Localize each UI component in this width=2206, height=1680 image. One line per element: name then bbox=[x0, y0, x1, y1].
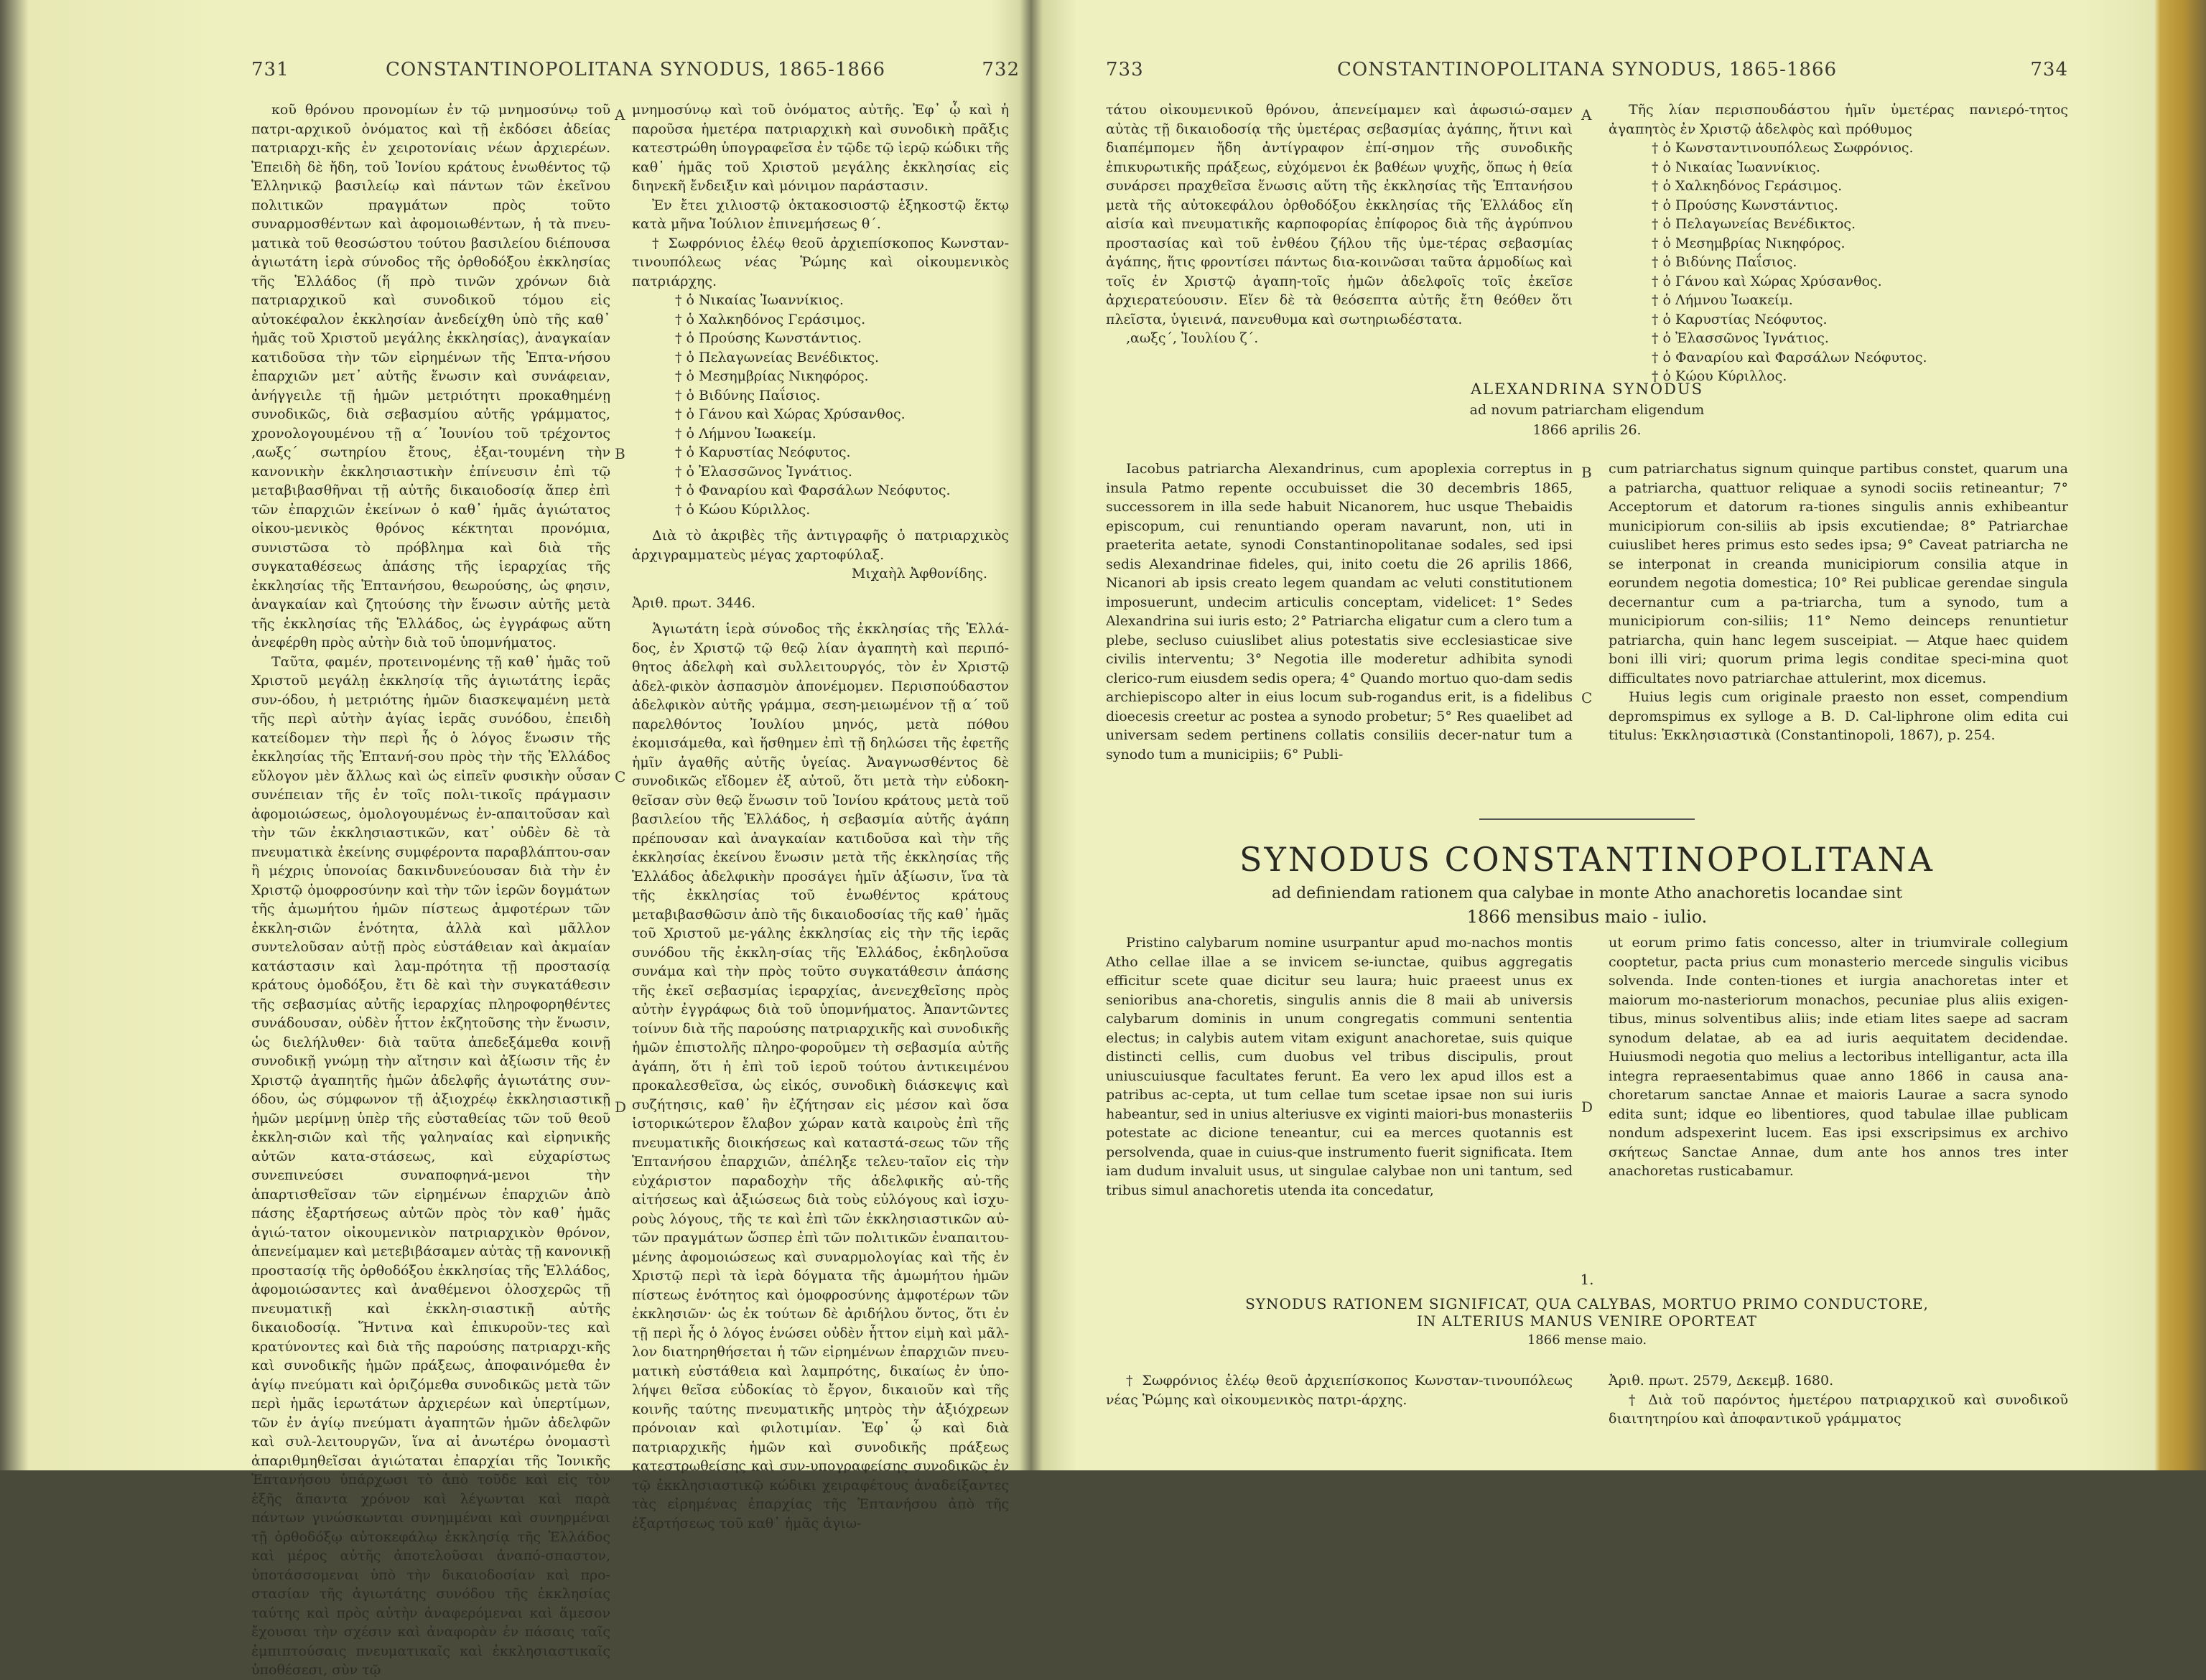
signatory: † ὁ Φαναρίου καὶ Φαρσάλων Νεόφυτος. bbox=[675, 482, 951, 498]
subsection-number: 1. bbox=[1580, 1271, 1594, 1288]
paragraph: τάτου οἰκουμενικοῦ θρόνου, ἀπενείμαμεν καὶ ἀφωσιώ-σαμεν αὐτὰς τῇ δικαιοδοσίᾳ τῆς ὑμετέρας σεβασμίας ἀγάπης, ἥτινι καὶ διαπέμπομεν ἤδη ἀντίγραφον ἐπί-σημον τῆς συνοδικῆς ἐπικυρωτικῆς πράξεως, εὐχόμενοι ἐκ βαθέων ψυχῆς, ὅπως ἡ θεία συνάρσει πραχθεῖσα ἕνωσις αὕτη τῆς ἐκκλησίας τῆς Ἑπτανήσου μετὰ τῆς αὐτοκεφάλου ὀρθοδόξου ἐκκλησίας τῆς Ἑλλάδος εἴη αἰσία καὶ πνευματικῆς καρποφορίας ἐπίφορος διὰ τῆς ἀγρύπνου προστασίας καὶ τοῦ ἐνθέου ζήλου τῆς ὑμε-τέρας σεβασμίας ἀγάπης, ἥτις φροντίσει πάντως δια-κοινῶσαι ταῦτα ἁρμοδίως καὶ τοῖς ἐν Χριστῷ ἀγαπη-τοῖς ἡμῶν ἀδελφοῖς τοῖς ἐκεῖσε ἀρχιερατεύουσιν. Εἴεν δὲ τὰ θεόσεπτα αὐτῆς ἔτη θεόθεν ὅτι πλεῖστα, ὑγιεινά, πανευθυμα καὶ σωτηριωδέστατα. bbox=[1106, 102, 1573, 327]
left-page bbox=[251, 43, 1020, 1678]
attestation-name: Μιχαὴλ Ἀφθονίδης. bbox=[851, 566, 987, 582]
signatory: † ὁ Χαλκηδόνος Γεράσιμος. bbox=[1652, 178, 1843, 194]
margin-marker: D bbox=[615, 1098, 627, 1116]
section-title: ALEXANDRINA SYNODUS bbox=[1470, 381, 1704, 398]
section-subtitle: ad definiendam rationem qua calybae in monte Atho anachoretis locandae sint bbox=[1271, 885, 1903, 902]
subsection-title: IN ALTERIUS MANUS VENIRE OPORTEAT bbox=[1416, 1312, 1758, 1330]
section-date: 1866 aprilis 26. bbox=[1532, 422, 1642, 438]
margin-marker: C bbox=[615, 768, 626, 785]
signatory: † ὁ Φαναρίου καὶ Φαρσάλων Νεόφυτος. bbox=[1652, 349, 1927, 365]
signatory: † ὁ Γάνου καὶ Χώρας Χρύσανθος. bbox=[1652, 273, 1882, 289]
page-number: 734 bbox=[2030, 59, 2068, 80]
signatory: † ὁ Ἐλασσῶνος Ἰγνάτιος. bbox=[1652, 330, 1829, 346]
subsection-date: 1866 mense maio. bbox=[1527, 1333, 1647, 1348]
running-title: CONSTANTINOPOLITANA SYNODUS, 1865-1866 bbox=[385, 59, 886, 80]
page-number: 733 bbox=[1106, 59, 1144, 80]
running-head-left bbox=[251, 50, 1020, 79]
paragraph: † Σωφρόνιος ἐλέῳ θεοῦ ἀρχιεπίσκοπος Κωνσταν-τινουπόλεως νέας Ῥώμης καὶ οἰκουμενικὸς πατρι-άρχης. bbox=[1106, 1373, 1573, 1408]
running-title: CONSTANTINOPOLITANA SYNODUS, 1865-1866 bbox=[1336, 59, 1838, 80]
signatory: † ὁ Νικαίας Ἰωαννίκιος. bbox=[1652, 159, 1820, 175]
signatory: † ὁ Πελαγωνείας Βενέδικτος. bbox=[675, 349, 880, 365]
paragraph: Τῆς λίαν περισπουδάστου ἡμῖν ὑμετέρας πανιερό-τητος ἀγαπητὸς ἐν Χριστῷ ἀδελφὸς καὶ πρόθυμος bbox=[1609, 102, 2068, 137]
paragraph: † Διὰ τοῦ παρόντος ἡμετέρου πατριαρχικοῦ καὶ συνοδικοῦ διαιτητηρίου καὶ ἀποφαντικοῦ γράμματος bbox=[1609, 1391, 2068, 1427]
section-date: 1866 mensibus maio - iulio. bbox=[1466, 907, 1708, 927]
signatory: † ὁ Κώου Κύριλλος. bbox=[675, 501, 811, 518]
margin-marker: B bbox=[1581, 464, 1592, 481]
right-top-column-2 bbox=[1609, 101, 2068, 388]
margin-marker: B bbox=[615, 445, 625, 462]
section-title: SYNODUS CONSTANTINOPOLITANA bbox=[1239, 840, 1935, 879]
signatory: † ὁ Γάνου καὶ Χώρας Χρύσανθος. bbox=[675, 406, 906, 422]
signatory: † ὁ Νικαίας Ἰωαννίκιος. bbox=[675, 292, 844, 308]
alexandrina-column-2 bbox=[1609, 459, 2068, 797]
right-top-column-1 bbox=[1106, 101, 1573, 388]
paragraph: Huius legis cum originale praesto non esset, compendium depromspimus ex sylloge a B. D. Cal-liphrone olim edita cui titulus: Ἐκκλησιαστικὰ (Constantinopoli, 1867), p. 254. bbox=[1609, 689, 2068, 743]
signatory: † ὁ Πελαγωνείας Βενέδικτος. bbox=[1652, 216, 1856, 232]
right-page bbox=[1106, 43, 2111, 1450]
bottom-column-2 bbox=[1609, 1371, 2068, 1443]
signatory: † ὁ Μεσημβρίας Νικηφόρος. bbox=[675, 368, 869, 384]
signatory: † ὁ Κώου Κύριλλος. bbox=[1652, 368, 1787, 384]
left-column-1 bbox=[251, 101, 610, 1678]
protocol-number: Ἀριθ. πρωτ. 2579, Δεκεμβ. 1680. bbox=[1609, 1373, 1834, 1389]
bottom-column-1 bbox=[1106, 1371, 1573, 1443]
protocol-number: Ἀριθ. πρωτ. 3446. bbox=[632, 594, 755, 611]
alexandrina-column-1 bbox=[1106, 459, 1573, 797]
signatory: † ὁ Κωνσταντινουπόλεως Σωφρόνιος. bbox=[1652, 140, 1914, 156]
synodus-column-1 bbox=[1106, 933, 1573, 1256]
signatory: † ὁ Προύσης Κωνστάντιος. bbox=[1652, 197, 1838, 213]
signatory: † ὁ Λήμνου Ἰωακείμ. bbox=[1652, 292, 1793, 308]
signatory: † ὁ Βιδύνης Παΐσιος. bbox=[675, 387, 821, 403]
margin-marker: A bbox=[1581, 106, 1592, 123]
section-subtitle: ad novum patriarcham eligendum bbox=[1469, 402, 1705, 418]
signatory: † ὁ Μεσημβρίας Νικηφόρος. bbox=[1652, 235, 1846, 251]
divider bbox=[1479, 818, 1695, 820]
signatory: † ὁ Λήμνου Ἰωακείμ. bbox=[675, 425, 816, 442]
signatory: † ὁ Χαλκηδόνος Γεράσιμος. bbox=[675, 311, 866, 327]
date-line: ‚αωξς΄, Ἰουλίου ζ΄. bbox=[1126, 330, 1259, 346]
synodus-column-2 bbox=[1609, 933, 2068, 1256]
page-number: 731 bbox=[251, 59, 289, 80]
paragraph: μνημοσύνῳ καὶ τοῦ ὀνόματος αὐτῆς. Ἐφ᾽ ᾧ καὶ ἡ παροῦσα ἡμετέρα πατριαρχικὴ καὶ συνοδικὴ πρᾶξις κατεστρώθη ὑπογραφεῖσα ἐν τῷδε τῷ ἱερῷ κώδικι τῆς καθ᾽ ἡμᾶς τοῦ Χριστοῦ μεγάλης ἐκκλησίας εἰς διηνεκῆ ἔνδειξιν καὶ μόνιμον παράστασιν. bbox=[632, 102, 1009, 194]
paragraph: Ἁγιωτάτη ἱερὰ σύνοδος τῆς ἐκκλησίας τῆς Ἑλλά-δος, ἐν Χριστῷ τῷ θεῷ λίαν ἀγαπητὴ καὶ περιπό-θητος ἀδελφὴ καὶ συλλειτουργός, τὸν ἐν Χριστῷ ἀδελ-φικὸν ἀσπασμὸν ἀπονέμομεν. Περισπούδαστον ἀδελφικὸν αὐτῆς γράμμα, σεση-μειωμένον τῇ α΄ τοῦ παρελθόντος Ἰουλίου μηνός, μετὰ πόθου ἐκομισάμεθα, καὶ ἥσθημεν ἐπὶ τῇ δηλώσει τῆς ἐφετῆς ἡμῖν ἀγαθῆς αὐτῆς ὑγείας. Ἀναγνωσθέντος δὲ συνοδικῶς εἴδομεν ἐξ αὐτοῦ, ὅτι μετὰ τὴν εὐδοκη-θεῖσαν σὺν θεῷ ἕνωσιν τοῦ Ἰονίου κράτους μετὰ τοῦ βασιλείου τῆς Ἑλλάδος, ἡ σεβασμία αὐτῆς ἀγάπη πρέπουσαν καὶ ἀναγκαίαν κατιδοῦσα καὶ τὴν τῆς ἐκκλησίας ἐκείνου ἕνωσιν μετὰ τῆς ἐκκλησίας τῆς Ἑλλάδος ἀδελφικὴν προσάγει ἡμῖν ἀξίωσιν, ἵνα τὰ τῆς ἐκκλησίας τοῦ ἑνωθέντος κράτους μεταβιβασθῶσιν ἀπὸ τῆς δικαιοδοσίας τῆς καθ᾽ ἡμᾶς τοῦ Χριστοῦ με-γάλης ἐκκλησίας εἰς τὴν τῆς ἱερᾶς συνόδου τῆς ἐκκλη-σίας τῆς Ἑλλάδος, ἐκδηλοῦσα συνάμα καὶ τὴν πρὸς τοῦτο συγκατάθεσιν ἁπάσης τῆς ἐκεῖ σεβασμίας ἱεραρχίας, ἀνενεχθεῖσης πρὸς αὐτὴν ἐγγράφως διὰ τοῦ ὑπομνήματος. Ἀπαντῶντες τοίνυν διὰ τῆς παρούσης πατριαρχικῆς καὶ συνοδικῆς ἡμῶν ἐπιστολῆς πληρο-φοροῦμεν τὴ σεβασμία αὐτῆς ἀγάπη, ὅτι ἡ ἐπὶ τοῦ ἱεροῦ τούτου ἀντικειμένου προκαλεσθεῖσα, ὡς εἰκός, συνοδικὴ διάσκεψις καὶ συζήτησις, καθ᾽ ἣν ἐζήτησαν εἰς μέσον καὶ ὅσα ἱστορικώτερον ἔλαβον χώραν κατὰ καιροὺς ἐπὶ τῆς πνευματικῆς διοικήσεως καὶ καταστά-σεως τῶν τῆς Ἑπτανήσου ἐπαρχιῶν, ἀπέληξε τελευ-ταῖον εἰς τὴν εὐχάριστον παραδοχὴν τῆς ἀδελφικῆς αὐ-τῆς αἰτήσεως καὶ ἀξιώσεως διὰ τοὺς εὐλόγους καὶ ἰσχυ-ροὺς λόγους, τῆς τε καὶ ἐπὶ τῶν ἐκκλησιαστικῶν αὐ-τῶν πραγμάτων ὥσπερ ἐπὶ τῶν πολιτικῶν ἐναπαιτου-μένης ἀφομοιώσεως καὶ συναρμολογίας καὶ τῆς ἐν Χριστῷ περὶ τὰ ἱερὰ δόγματα τῆς ἀμωμήτου ἡμῶν πίστεως ἑνότητος καὶ ὁμοφροσύνης ἀμφοτέρων τῶν ἐκκλησιῶν· ὡς ἐκ τούτων δὲ ἀριδήλου ὄντος, ὅτι ἐν τῇ περὶ ἧς ὁ λόγος ἑνώσει οὐδὲν ἧττον εἰμὴ καὶ μᾶλ-λον διατηρηθήσεται ἡ τῶν εἰρημένων ἐπαρχιῶν πνευ-ματικὴ εὐστάθεια καὶ λαμπρότης, δικαίως ἐν ὑπο-λήψει θεῖσα εὐδοκίας τὸ ἔργον, δικαιοῦν καὶ τῆς κοινῆς ταύτης πνευματικῆς μητρὸς τὴν ἀξιόχρεων πρόνοιαν καὶ φιλοτιμίαν. Ἐφ᾽ ᾧ καὶ διὰ πατριαρχικῆς ἡμῶν καὶ συνοδικῆς πράξεως κατεστρωθείσης καὶ συν-υπογραφείσης συνοδικῶς ἐν τῷ ἐκκλησιαστικῷ κώδικι χειραφέτους ἀναδείξαντες τὰς εἰρημένας ἐπαρχίας τῆς Ἑπτανήσου ἀπὸ τῆς ἐξαρτήσεως τοῦ καθ᾽ ἡμᾶς ἁγιω- bbox=[632, 621, 1009, 1531]
paragraph: Iacobus patriarcha Alexandrinus, cum apoplexia correptus in insula Patmo repente occubuisset die 30 decembris 1865, successorem in illa sede habuit Nicanorem, huc usque Thebaidis episcopum, cui renuntiando operam navarunt, non, uti in praeteritа aetate, synodi Constantinopolitanae sodales, sed ipsi sedis Alexandrinae fideles, qui, inito coetu die 26 aprilis 1866, Nicanori ab ipsis creato legem quandam ac veluti constitutionem imposuerunt, undecim articulis conceptam, videlicet: 1° Sedes Alexandrina sui iuris esto; 2° Patriarcha eligatur cum a clero tum a plebe, secluso cuiuslibet alius potestatis sive ecclesiasticae sive civilis interventu; 3° Negotia ille moderetur adhibita synodi clerico-rum eiusdem sedis opera; 4° Quando mortuo quo-dam sedis archiepiscopo alter in eius locum sub-rogandus erit, is a fidelibus dioecesis creetur ac postea a synodo probetur; 5° Res quaelibet ad universam sedem pertinens collatis consiliis decer-natur tum a synodo tum a municipiis; 6° Publi- bbox=[1106, 461, 1573, 762]
paragraph: ut eorum primo fatis concesso, alter in triumvirale collegium cooptetur, pacta prius cum monasterio mercede singulis vicibus solvenda. Inde conten-tiones et iurgia anachoretas inter et maiorum mo-nasteriorum monachos, pecuniae plus aliis exigen-tibus, minus solventibus aliis; inde etiam lites saepe ad sacram synodum delatae, ab ea ad iuris aequitatem decidendae. Huiusmodi negotia quo melius a lectoribus intelligantur, acta illa integra repraesentabimus quae anno 1866 in causa ana-choretarum sanctae Annae et maioris Laurae a sacra synodo edita sunt; idque eo libentiores, quod tabulae illae publicam nondum adspexerint lucem. Eas ipsi exscripsimus ex archivo σκήτεως Sanctae Annae, dum ante hos annos tres inter anachoretas rusticabamur. bbox=[1609, 935, 2068, 1179]
attestation: Διὰ τὸ ἀκριβὲς τῆς ἀντιγραφῆς ὁ πατριαρχικὸς ἀρχιγραμματεὺς μέγας χαρτοφύλαξ. bbox=[632, 528, 1009, 563]
paragraph: Pristino calybarum nomine usurpantur apud mo-nachos montis Atho cellae illae a se invicem se-iunctae, quibus aggregatis efficitur scete quae dicitur seu laura; huic praeest unus ex senioribus ana-choretis, singulis annis die 8 maii ab universis calybarum dominis in unum congregatis communi sententia electus; in calybis autem vitam exigunt anachoretae, suis quique distincti cellis, cum duobus vel tribus discipulis, prout uniuscuiusque facultates ferunt. Ea vero lex apud illos est a patribus ac-cepta, ut tum cellae tum scetae ipsae non sui iuris habeantur, sed in unius alteriusve ex viginti maiori-bus monasteriis potestate ac dicione teneantur, cui ea merces quotannis est persolvenda, quae in cuius-que instrumento fuerit significata. Item iam dudum invaluit usus, ut singulae calybae non uni tantum, sed tribus simul anachoretis utenda ita concedatur, bbox=[1106, 935, 1573, 1198]
signatory: † ὁ Βιδύνης Παΐσιος. bbox=[1652, 254, 1797, 270]
signatory: † ὁ Καρυστίας Νεόφυτος. bbox=[1652, 311, 1828, 327]
margin-marker: C bbox=[1581, 689, 1593, 706]
subsection-heading bbox=[1106, 1271, 2068, 1348]
signature-patriarch: † Σωφρόνιος ἐλέῳ θεοῦ ἀρχιεπίσκοπος Κωνσταν-τινουπόλεως νέας Ῥώμης καὶ οἰκουμενικὸς πατριάρχης. bbox=[632, 235, 1009, 289]
paragraph: cum patriarchatus signum quinque partibus constet, quarum una a patriarcha, quattuor reliquae a synodi sociis retineantur; 7° Acceptorum et datorum ra-tiones singulis annis exhibeantur municipiorum con-siliis ab ipsis excutiendae; 8° Patriarchae cuiuslibet heres primus esto sedes ipsa; 9° Caveat patriarcha ne se interponat in creanda municipiorum consilia atque in eorundem negotia domestica; 10° Rei publicae gerendae singula decernantur cum a pa-triarcha, tum a synodo, tum a municipiorum con-siliis; 11° Nemo deinceps renuntietur patriarcha, quin hanc legem susceipiat. — Atque haec quidem boni illi viri; quorum prima legis conditae speci-mina quot difficultates novo patriarchae attulerint, mox dicemus. bbox=[1609, 461, 2068, 686]
signatory: † ὁ Καρυστίας Νεόφυτος. bbox=[675, 444, 851, 460]
running-head-right bbox=[1106, 50, 2068, 79]
signatory: † ὁ Ἐλασσῶνος Ἰγνάτιος. bbox=[675, 463, 852, 480]
left-column-2 bbox=[632, 101, 1009, 1531]
signatory: † ὁ Προύσης Κωνστάντιος. bbox=[675, 330, 862, 346]
section-heading-alexandrina bbox=[1106, 381, 2068, 438]
paragraph: Ἐν ἔτει χιλιοστῷ ὀκτακοσιοστῷ ἑξηκοστῷ ἕκτῳ κατὰ μῆνα Ἰούλιον ἐπινεμήσεως θ΄. bbox=[632, 197, 1009, 232]
page-number: 732 bbox=[982, 59, 1020, 80]
margin-marker: D bbox=[1581, 1098, 1593, 1116]
subsection-title: SYNODUS RATIONEM SIGNIFICAT, QUA CALYBAS, MORTUO PRIMO CONDUCTORE, bbox=[1245, 1295, 1929, 1312]
section-heading-synodus bbox=[1106, 840, 2068, 927]
paragraph: Ταῦτα, φαμέν, προτεινομένης τῇ καθ᾽ ἡμᾶς τοῦ Χριστοῦ μεγάλῃ ἐκκλησίᾳ τῆς ἁγιωτάτης ἱερᾶς συν-όδου, ἡ μετριότης ἡμῶν διασκεψαμένη μετὰ τῆς περὶ αὐτὴν ἁγίας ἱερᾶς συνόδου, ἐπειδὴ κατείδομεν τὴν περὶ ἧς ὁ λόγος ἕνωσιν τῆς ἐκκλησίας τῆς Ἑπτανή-σου πρὸς τὴν τῆς Ἑλλάδος εὔλογον μὲν ἄλλως καὶ ὡς εἰπεῖν φυσικὴν οὖσαν συνέπειαν τῆς ἐν τοῖς πολι-τικοῖς πράγμασιν ἀφομοιώσεως, ὁμολογουμένως ἐν-απαιτοῦσαν καὶ τὴν τῶν ἐκκλησιαστικῶν, κατ᾽ οὐδὲν δὲ τὰ πνευματικὰ ἐκείνης συμφέροντα παραβλάπτου-σαν ἢ μέχρις ὑπονοίας δακινδυνεύουσαν διὰ τὴν ἐν Χριστῷ ὁμοφροσύνην καὶ τὴν τῶν ἱερῶν δογμάτων τῆς ἀμωμήτου ἡμῶν πίστεως ἀμφοτέρων τῶν ἐκκλη-σιῶν ἑνότητα, ἀλλὰ καὶ μᾶλλον συντελοῦσαν αὐτῇ πρὸς εὐστάθειαν καὶ ἀκμαίαν κατάστασιν καὶ λαμ-πρότητα τῇ προστασίᾳ κράτους ὁμοδόξου, ἔτι δὲ καὶ τὴν συγκατάθεσιν τῆς σεβασμίας αὐτῆς ἱεραρχίας πληροφορηθέντες συνάδουσαν, οὐδὲν ἧττον ἐκζητοῦσης τὴν ἕνωσιν, ὡς διελήλυθεν· διὰ ταῦτα ἀπεδεξάμεθα κοινῇ συνοδικῇ γνώμῃ τὴν αἴτησιν καὶ ἀξίωσιν τῆς ἐν Χριστῷ ἀγαπητῆς ἡμῶν ἀδελφῆς ἁγιωτάτης συν-όδου, ὡς σύμφωνον τῇ ἀξιοχρέῳ ἐκκλησιαστικῇ ἡμῶν μερίμνῃ ὑπὲρ τῆς εὐσταθείας τῶν τοῦ θεοῦ ἐκκλη-σιῶν καὶ τῆς γαληναίας καὶ εἰρηνικῆς αὐτῶν κατα-στάσεως, καὶ εὐχαρίστως συνεπινεύσει συναποφηνά-μενοι τὴν ἀπαρτισθεῖσαν τῶν εἰρημένων ἐπαρχιῶν ἀπὸ πάσης ἐξαρτήσεως αὐτῶν πρὸς τὸν καθ᾽ ἡμᾶς ἁγιώ-τατον οἰκουμενικὸν πατριαρχικὸν θρόνον, ἀπενείμαμεν καὶ μετεβιβάσαμεν αὐτὰς τῇ κανονικῇ προστασίᾳ τῆς ὀρθοδόξου ἐκκλησίας τῆς Ἑλλάδος, ἀφομοιώσαντες καὶ ἀναθέμενοι ὁλοσχερῶς τῇ πνευματικῇ καὶ ἐκκλη-σιαστικῇ αὐτῆς δικαιοδοσίᾳ. Ἥντινα καὶ ἐπικυροῦν-τες καὶ κρατύνοντες καὶ διὰ τῆς παρούσης πατριαρχι-κῆς καὶ συνοδικῆς ἡμῶν πράξεως, ἀποφαινόμεθα ἐν ἁγίῳ πνεύματι καὶ ὁριζόμεθα συνοδικῶς μετὰ τῶν περὶ ἡμᾶς ἱερωτάτων ἀρχιερέων καὶ ὑπερτίμων, τῶν ἐν ἁγίῳ πνεύματι ἀγαπητῶν ἡμῶν ἀδελφῶν καὶ συλ-λειτουργῶν, ἵνα αἱ ἀνωτέρω ὀνομαστὶ ἀπαριθμηθεῖσαι ἁγιώταται ἐπαρχίαι τῆς Ἰονικῆς Ἑπτανήσου ὑπάρχωσι τὸ ἀπὸ τοῦδε καὶ εἰς τὸν ἑξῆς ἅπαντα χρόνον καὶ λέγωνται καὶ παρὰ πάντων γινώσκωνται συνημμέναι καὶ συνηρμέναι τῇ ὀρθοδόξῳ αὐτοκεφάλῳ ἐκκλησίᾳ τῆς Ἑλλάδος καὶ μέρος αὐτῆς ἀποτελοῦσαι ἀναπό-σπαστον, ὑποτάσσομεναι ὑπὸ τὴν δικαιοδοσίαν καὶ προ-στασίαν τῆς ἁγιωτάτης συνόδου τῆς ἐκκλησίας ταύτης καὶ πρὸς αὐτὴν ἀναφερόμεναι καὶ ἅμεσον ἔχουσαι τὴν σχέσιν καὶ ἀναφορὰν ἐν πάσαις ταῖς ἐμπιπτούσαις πνευματικαῖς καὶ ἐκκλησιαστικαῖς ὑποθέσεσι, σὺν τῷ bbox=[251, 653, 610, 1678]
margin-marker: A bbox=[615, 106, 625, 123]
paragraph: κοῦ θρόνου προνομίων ἐν τῷ μνημοσύνῳ τοῦ πατρι-αρχικοῦ ὀνόματος καὶ τῇ ἐκδόσει ἀδείας πατριαρχι-κῆς ἐν χειροτονίαις νέων ἀρχιερέων. Ἐπειδὴ δὲ ἤδη, τοῦ Ἰονίου κράτους ἑνωθέντος τῷ Ἑλληνικῷ βασιλείῳ καὶ πάντων τῶν ἐκεῖνου πολιτικῶν πραγμάτων πρὸς τοῦτο συναρμοσθέντων καὶ ἀφομοιωθέντων, ἡ τὰ πνευ-ματικὰ τοῦ θεοσώστου τούτου βασιλείου διέπουσα ἁγιωτάτη ἱερὰ σύνοδος τῆς ὀρθοδόξου ἐκκλησίας τῆς Ἑλλάδος (ἥ πρὸ τινῶν χρόνων διὰ πατριαρχικοῦ καὶ συνοδικοῦ τόμου εἰς αὐτοκέφαλον ἐκκλησίαν ἀνεδείχθη ὑπὸ τῆς καθ᾽ ἡμᾶς τοῦ Χριστοῦ μεγάλης ἐκκλησίας), ἀναγκαίαν κατιδοῦσα τὴν τῶν εἰρημένων τῆς Ἑπτα-νήσου ἐπαρχιῶν μετ᾽ αὐτῆς ἕνωσιν καὶ συνάφειαν, ἀνήγγειλε τῇ ἡμῶν μετριότητι προκαθημένῃ συνοδικῶς, διὰ σεβασμίου αὐτῆς γράμματος, χρονολογουμένου τῇ α΄ Ἰουνίου τοῦ τρέχοντος ‚αωξς΄ σωτηρίου ἔτους, ἐξαι-τουμένη τὴν κανονικὴν ἐκκλησιαστικὴν ἐπίνευσιν ἐπὶ τῷ μεταβιβασθῆναι τῇ αὐτῆς δικαιοδοσίᾳ ἅπερ ἐπὶ τῶν ἐπαρχιῶν ἐκείνων ὁ καθ᾽ ἡμᾶς ἁγιώτατος οἰκου-μενικὸς θρόνος κέκτηται προνόμια, συνιστῶσα τὸ πρόβλημα καὶ διὰ τῆς συγκαταθέσεως ἁπάσης τῆς ἱεραρχίας τῆς ἐκκλησίας τῆς Ἑπτανήσου, θεωρούσης, ὡς φησιν, ἀναγκαίαν καὶ ζητούσης τὴν ἕνωσιν αὐτῆς μετὰ τῆς ἐκκλησίας τῆς Ἑλλάδος, ὡς ἐγγράφως αὕτη ἀνεφέρθη πρὸς αὐτὴν διὰ τοῦ ὑπομνήματος. bbox=[251, 102, 610, 650]
